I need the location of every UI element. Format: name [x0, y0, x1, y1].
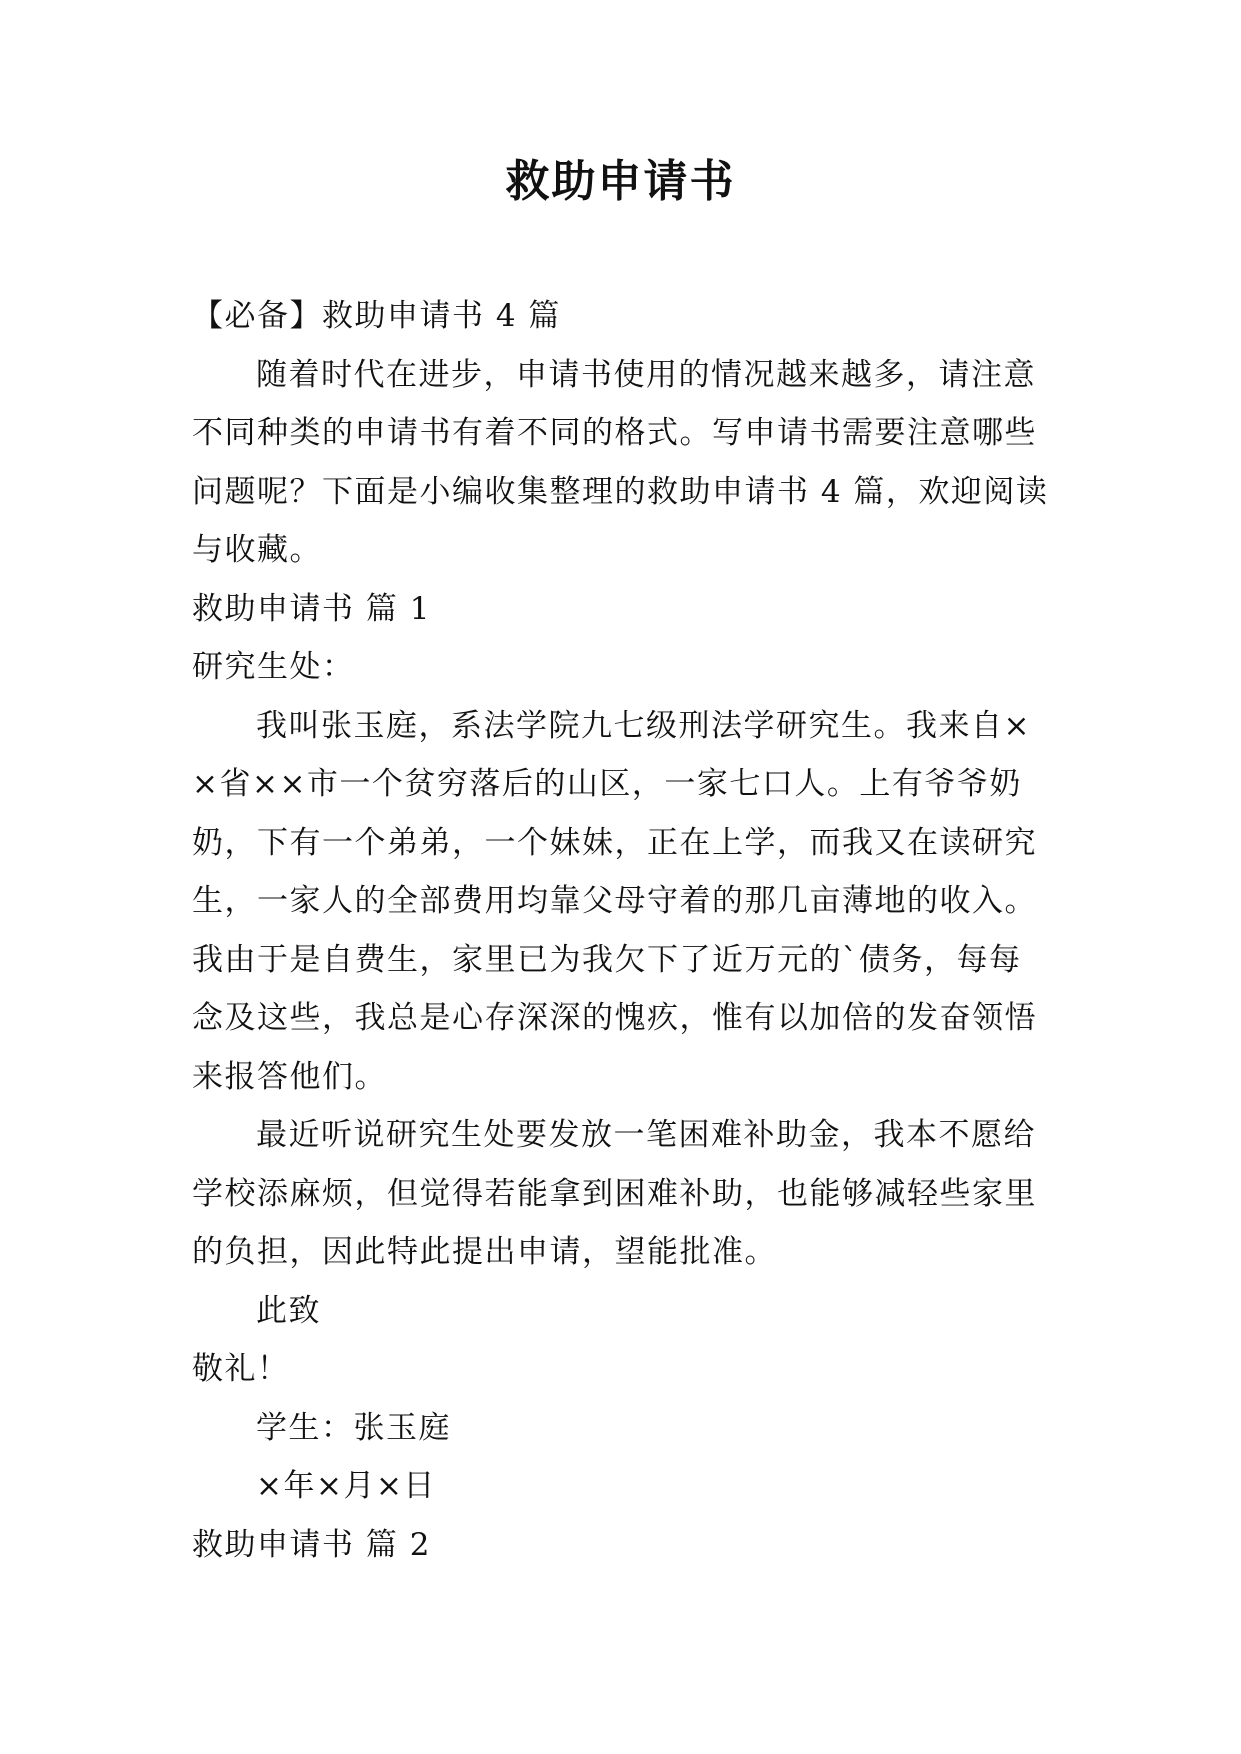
body-line: 奶，下有一个弟弟，一个妹妹，正在上学，而我又在读研究 [192, 824, 1037, 861]
body-line: 最近听说研究生处要发放一笔困难补助金，我本不愿给 [256, 1117, 1036, 1153]
body-line: 不同种类的申请书有着不同的格式。写申请书需要注意哪些 [192, 415, 1037, 451]
body-line: 此致 [256, 1292, 321, 1329]
body-line: 随着时代在进步，申请书使用的情况越来越多，请注意 [256, 356, 1036, 393]
document-body [192, 287, 1052, 1574]
body-line: 学校添麻烦，但觉得若能拿到困难补助，也能够减轻些家里 [192, 1175, 1037, 1212]
body-line: 的负担，因此特此提出申请，望能批准。 [192, 1234, 777, 1270]
body-line: ×年×月×日 [256, 1468, 436, 1504]
body-line: ×省××市一个贫穷落后的山区，一家七口人。上有爷爷奶 [192, 766, 1022, 802]
body-line: 敬礼！ [192, 1351, 290, 1387]
body-line: 来报答他们。 [192, 1058, 387, 1095]
body-line: 学生：张玉庭 [256, 1409, 451, 1446]
body-line: 与收藏。 [192, 532, 322, 568]
body-line: 救助申请书 篇 1 [192, 590, 431, 627]
body-line: 问题呢？下面是小编收集整理的救助申请书 4 篇，欢迎阅读 [192, 473, 1049, 510]
body-line: 念及这些，我总是心存深深的愧疚，惟有以加倍的发奋领悟 [192, 1000, 1037, 1036]
body-line: 研究生处： [192, 649, 355, 685]
body-line: 救助申请书 篇 2 [192, 1526, 431, 1563]
body-line: 生，一家人的全部费用均靠父母守着的那几亩薄地的收入。 [192, 883, 1037, 919]
body-line: 【必备】救助申请书 4 篇 [192, 298, 561, 334]
body-line: 我由于是自费生，家里已为我欠下了近万元的`债务，每每 [192, 941, 1022, 978]
document-title: 救助申请书 [505, 156, 736, 207]
body-line: 我叫张玉庭，系法学院九七级刑法学研究生。我来自× [256, 707, 1031, 744]
